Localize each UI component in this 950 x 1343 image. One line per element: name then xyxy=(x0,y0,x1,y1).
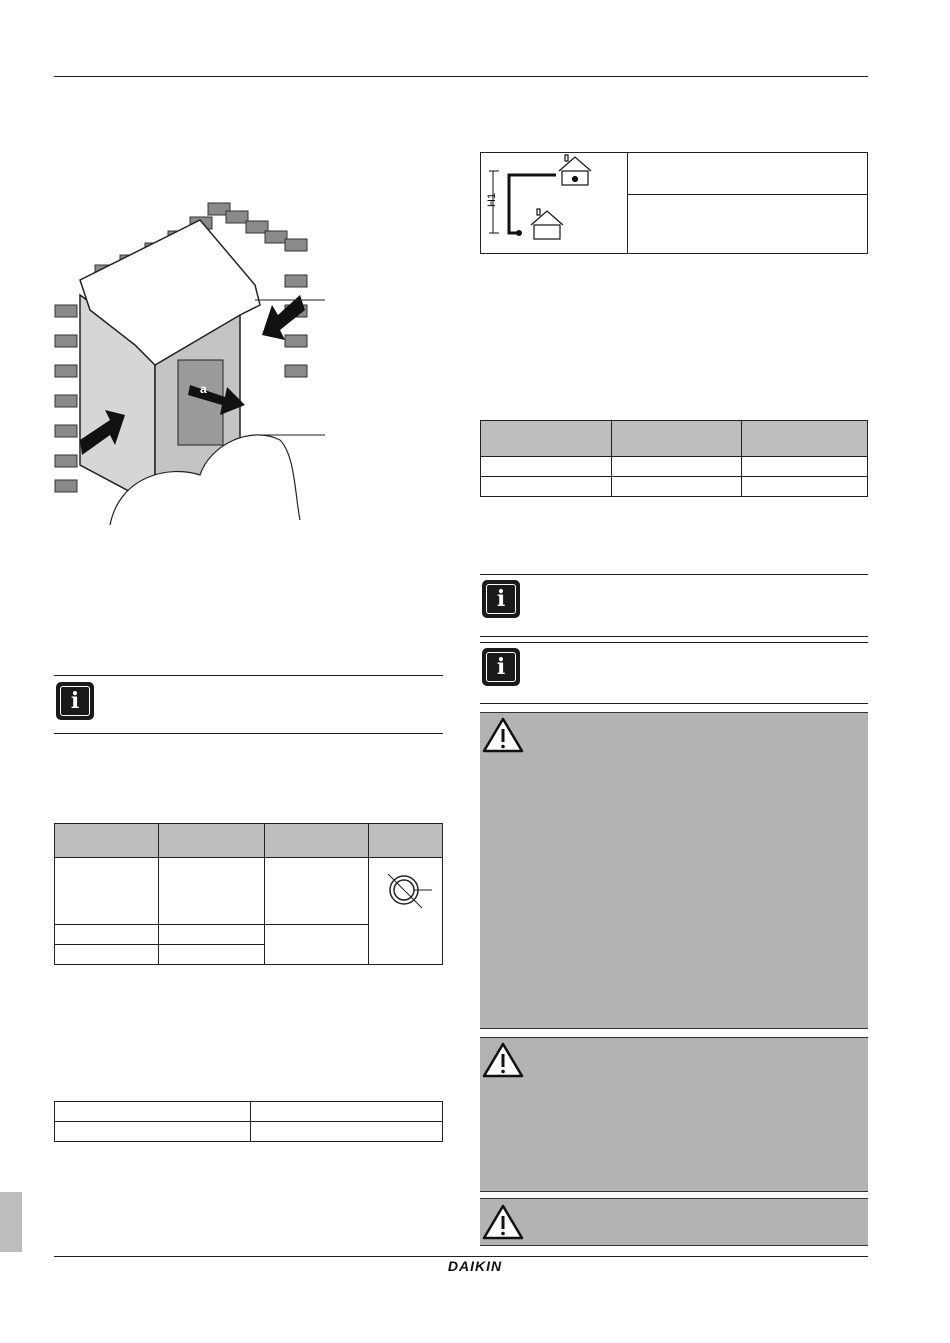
table-cell xyxy=(628,195,868,254)
table-cell xyxy=(612,477,742,497)
table-cell xyxy=(159,925,264,945)
left-table-2 xyxy=(54,1101,443,1142)
height-label: H1 xyxy=(486,192,498,207)
warning-triangle-icon xyxy=(482,717,524,753)
table-cell xyxy=(55,1102,251,1122)
upper-house-icon xyxy=(559,155,591,185)
table-cell xyxy=(264,858,368,925)
table-cell xyxy=(481,457,612,477)
table-header-cell xyxy=(264,824,368,858)
table-header-cell xyxy=(742,421,868,457)
snow-figure-label: a xyxy=(200,382,207,396)
table-cell xyxy=(742,477,868,497)
pipe-cell xyxy=(369,858,443,965)
height-difference-table xyxy=(480,152,868,254)
warning-triangle-icon xyxy=(482,1204,524,1240)
warning-box-2 xyxy=(480,1037,868,1192)
footer-rule xyxy=(54,1256,868,1257)
table-cell xyxy=(159,858,264,925)
table-cell xyxy=(55,925,159,945)
info-icon: i xyxy=(482,580,520,618)
height-diagram xyxy=(481,153,627,253)
warning-box-3 xyxy=(480,1198,868,1246)
info-note-left xyxy=(54,675,443,734)
table-header-cell xyxy=(612,421,742,457)
table-header-cell xyxy=(159,824,264,858)
chapter-side-tab xyxy=(0,1192,22,1252)
info-note-right-2 xyxy=(480,642,868,704)
table-cell xyxy=(264,925,368,965)
brand-logo: DAIKIN xyxy=(447,1258,503,1274)
right-table-2 xyxy=(480,420,868,497)
header-rule xyxy=(54,76,868,77)
table-cell xyxy=(251,1102,443,1122)
warning-box-1 xyxy=(480,712,868,1029)
pipe-cross-section-icon xyxy=(376,864,436,914)
table-header-cell xyxy=(55,824,159,858)
table-cell xyxy=(55,1122,251,1142)
table-header-cell xyxy=(369,824,443,858)
info-icon: i xyxy=(482,648,520,686)
table-cell xyxy=(159,945,264,965)
table-cell xyxy=(628,153,868,195)
table-cell xyxy=(481,477,612,497)
height-diagram-cell xyxy=(481,153,628,254)
table-cell xyxy=(251,1122,443,1142)
left-table-1 xyxy=(54,823,443,965)
info-note-right-1 xyxy=(480,574,868,637)
lower-house-icon xyxy=(531,209,563,239)
snow-cover-figure xyxy=(50,175,340,530)
table-cell xyxy=(612,457,742,477)
table-cell xyxy=(55,858,159,925)
info-icon: i xyxy=(56,682,94,720)
table-header-cell xyxy=(481,421,612,457)
warning-triangle-icon xyxy=(482,1042,524,1078)
table-cell xyxy=(55,945,159,965)
table-cell xyxy=(742,457,868,477)
